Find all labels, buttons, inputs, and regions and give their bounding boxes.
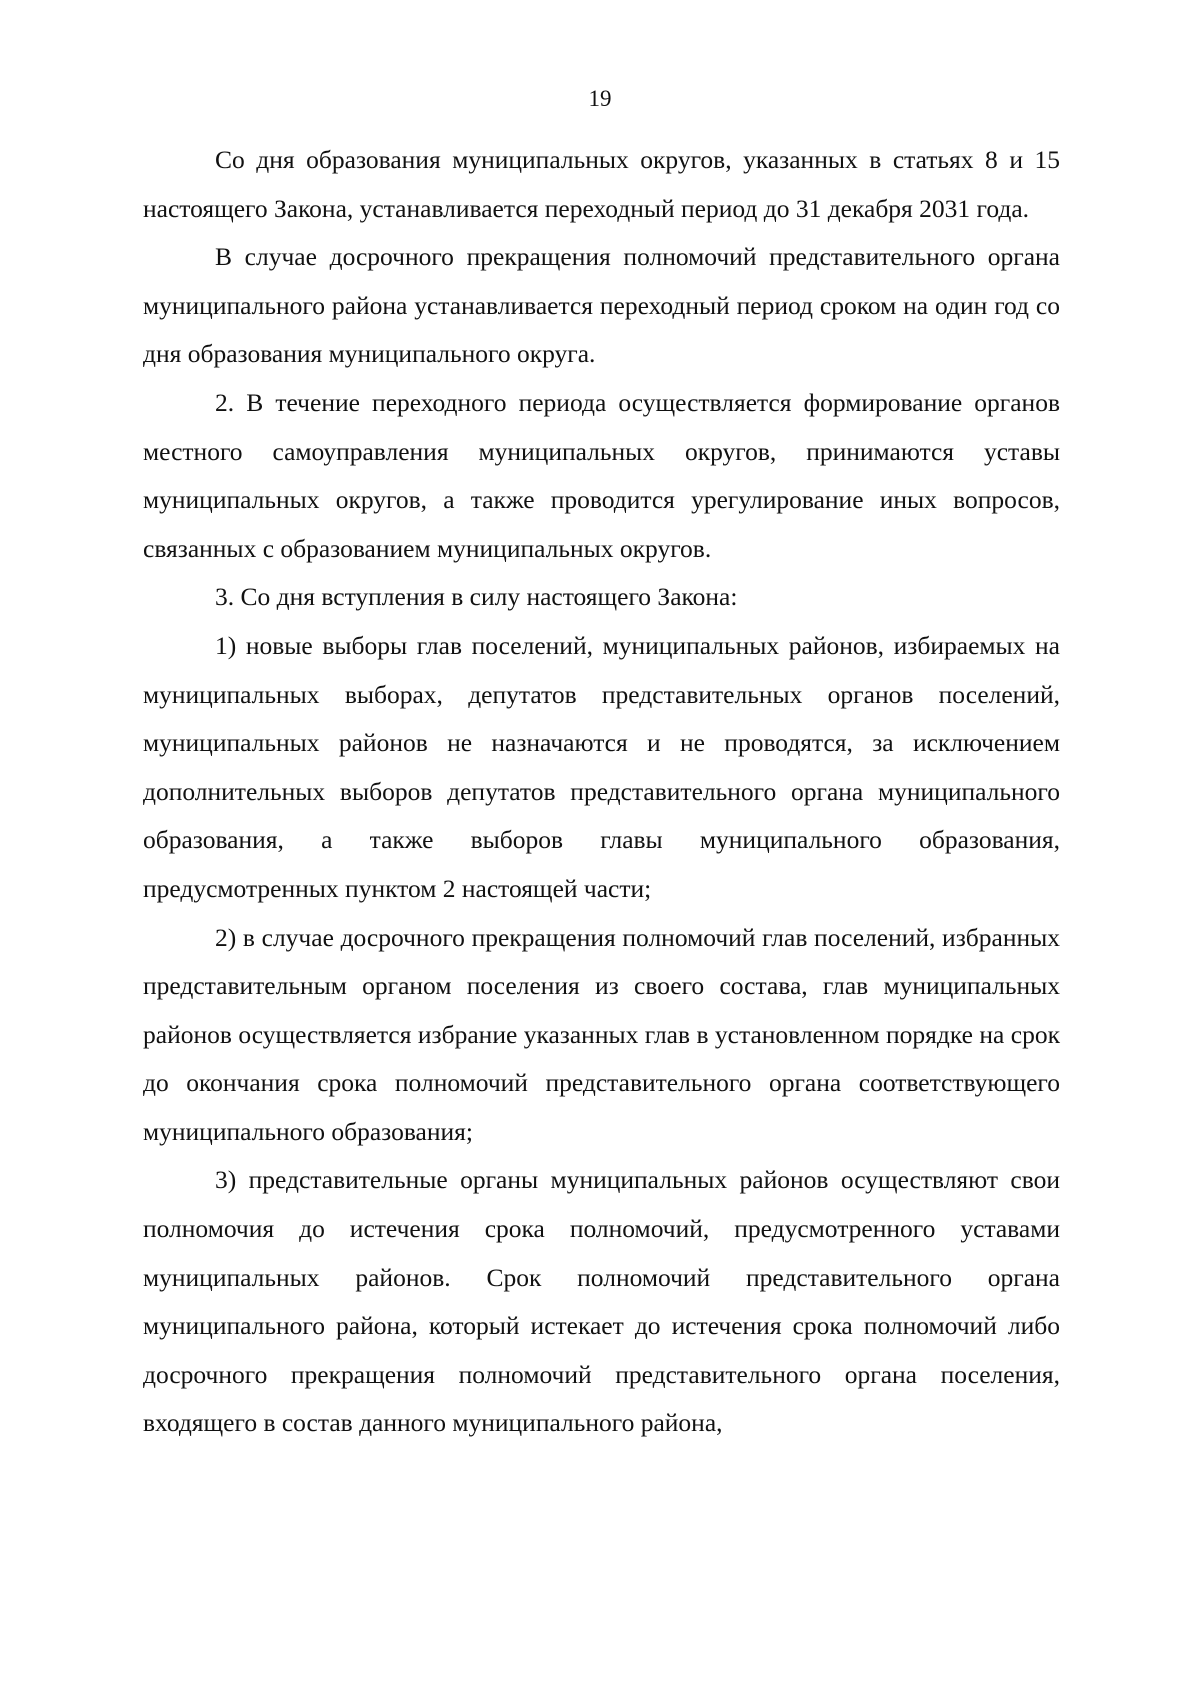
paragraph-subitem-2: 2) в случае досрочного прекращения полномочий глав поселений, избранных представительным органом поселения из своего состава, глав муниципальных районов осуществляется избрание указанных глав в установленном порядке на срок до окончания срока полномочий представительного органа соответствующего муниципального образования; xyxy=(143,922,1060,1146)
paragraph-subitem-1: 1) новые выборы глав поселений, муниципальных районов, избираемых на муниципальных выборах, депутатов представительных органов поселений, муниципальных районов не назначаются и не проводятся, за исключением дополнительных выборов депутатов представительного органа муниципального образования, а также выборов главы муниципального образования, предусмотренных пунктом 2 настоящей части; xyxy=(143,630,1060,903)
page-number: 19 xyxy=(588,86,612,111)
paragraph-early-termination: В случае досрочного прекращения полномочий представительного органа муниципального района устанавливается переходный период сроком на один год со дня образования муниципального округа. xyxy=(143,242,1060,369)
document-body xyxy=(143,136,1060,1448)
paragraph-subitem-3: 3) представительные органы муниципальных районов осуществляют свои полномочия до истечения срока полномочий, предусмотренного уставами муниципальных районов. Срок полномочий представительного органа муниципального района, который истекает до истечения срока полномочий либо досрочного прекращения полномочий представительного органа поселения, входящего в состав данного муниципального района, xyxy=(143,1165,1060,1438)
paragraph-item-3: 3. Со дня вступления в силу настоящего Закона: xyxy=(215,582,738,612)
paragraph-item-2: 2. В течение переходного периода осуществляется формирование органов местного самоуправления муниципальных округов, принимаются уставы муниципальных округов, а также проводится урегулирование иных вопросов, связанных с образованием муниципальных округов. xyxy=(143,387,1060,563)
paragraph-transition-period: Со дня образования муниципальных округов, указанных в статьях 8 и 15 настоящего Закона, устанавливается переходный период до 31 декабря 2031 года. xyxy=(143,145,1060,223)
